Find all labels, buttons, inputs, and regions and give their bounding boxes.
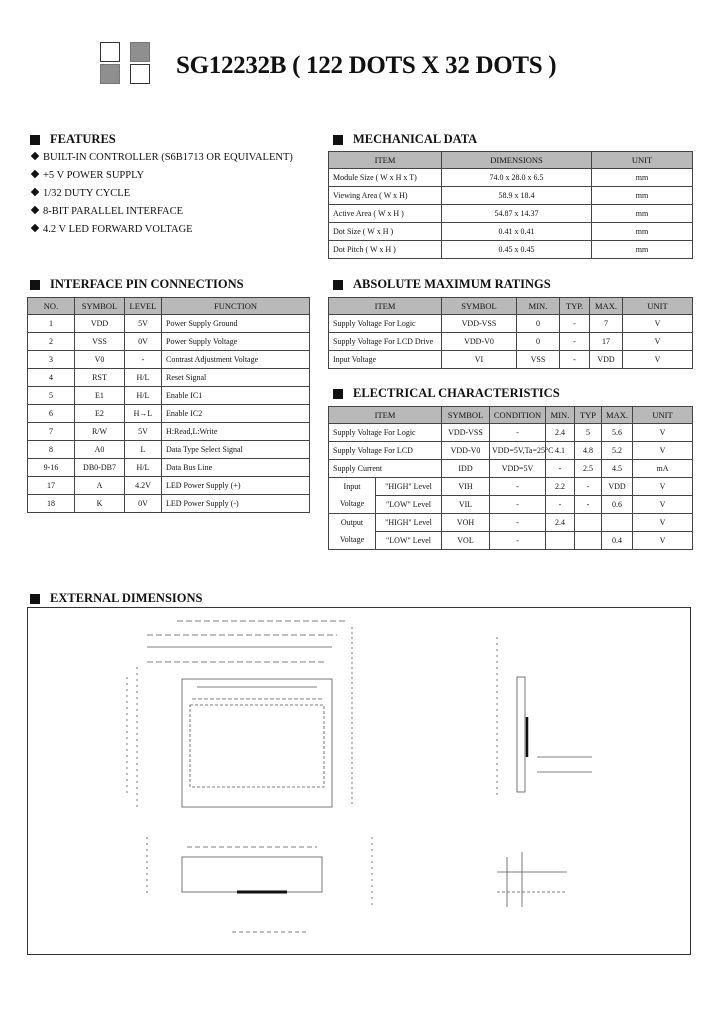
table-row: 18 K 0V LED Power Supply (-) <box>28 495 310 513</box>
feature-item: 8-BIT PARALLEL INTERFACE <box>30 206 183 217</box>
table-row: 7 R/W 5V H:Read,L:Write <box>28 423 310 441</box>
table-row: 5 E1 H/L Enable IC1 <box>28 387 310 405</box>
table-row: Supply Current IDD VDD=5V - 2.5 4.5 mA <box>329 460 693 478</box>
bullet-square-icon <box>30 280 40 290</box>
table-row: Voltage "LOW" Level VIL - - - 0.6 V <box>329 496 693 514</box>
table-row: Dot Pitch ( W x H ) 0.45 x 0.45 mm <box>329 241 693 259</box>
table-row: Input Voltage VI VSS - VDD V <box>329 351 693 369</box>
bullet-square-icon <box>333 280 343 290</box>
table-row: 4 RST H/L Reset Signal <box>28 369 310 387</box>
module-outline <box>182 679 332 807</box>
bottom-view-outline <box>182 857 322 892</box>
table-row: Voltage "LOW" Level VOL - 0.4 V <box>329 532 693 550</box>
table-header-row: ITEM SYMBOL MIN. TYP. MAX. UNIT <box>329 298 693 315</box>
table-row: Module Size ( W x H x T) 74.0 x 28.0 x 6.5 mm <box>329 169 693 187</box>
diamond-bullet-icon <box>31 224 39 232</box>
logo-square <box>130 64 150 84</box>
side-view-outline <box>517 677 525 792</box>
diamond-bullet-icon <box>31 188 39 196</box>
logo-square <box>100 64 120 84</box>
table-row: Dot Size ( W x H ) 0.41 x 0.41 mm <box>329 223 693 241</box>
feature-item: 4.2 V LED FORWARD VOLTAGE <box>30 224 193 235</box>
table-row: 9-16 DB0-DB7 H/L Data Bus Line <box>28 459 310 477</box>
table-row: Supply Voltage For LCD VDD-V0 VDD=5V,Ta=25°C 4.1 4.8 5.2 V <box>329 442 693 460</box>
features-heading: FEATURES <box>30 132 116 147</box>
bullet-square-icon <box>333 389 343 399</box>
table-header-row: ITEM DIMENSIONS UNIT <box>329 152 693 169</box>
electrical-heading: ELECTRICAL CHARACTERISTICS <box>333 386 560 401</box>
pins-table <box>27 297 310 513</box>
absolute-table <box>328 297 693 369</box>
feature-item: 1/32 DUTY CYCLE <box>30 188 130 199</box>
bullet-square-icon <box>30 135 40 145</box>
table-row: 3 V0 - Contrast Adjustment Voltage <box>28 351 310 369</box>
table-header-row: NO. SYMBOL LEVEL FUNCTION <box>28 298 310 315</box>
logo-square <box>130 42 150 62</box>
table-row: 1 VDD 5V Power Supply Ground <box>28 315 310 333</box>
table-row: Supply Voltage For Logic VDD-VSS - 2.4 5 5.6 V <box>329 424 693 442</box>
page-title: SG12232B ( 122 DOTS X 32 DOTS ) <box>176 52 557 79</box>
table-row: Output "HIGH" Level VOH - 2.4 V <box>329 514 693 532</box>
diamond-bullet-icon <box>31 170 39 178</box>
electrical-table <box>328 406 693 550</box>
bullet-square-icon <box>30 594 40 604</box>
dimension-drawing <box>27 607 691 955</box>
table-row: Supply Voltage For LCD Drive VDD-V0 0 - 17 V <box>329 333 693 351</box>
table-row: 6 E2 H→L Enable IC2 <box>28 405 310 423</box>
bullet-square-icon <box>333 135 343 145</box>
absolute-heading: ABSOLUTE MAXIMUM RATINGS <box>333 277 551 292</box>
diamond-bullet-icon <box>31 206 39 214</box>
viewing-area <box>190 705 324 787</box>
feature-item: +5 V POWER SUPPLY <box>30 170 144 181</box>
table-row: 17 A 4.2V LED Power Supply (+) <box>28 477 310 495</box>
table-row: 8 A0 L Data Type Select Signal <box>28 441 310 459</box>
external-heading: EXTERNAL DIMENSIONS <box>30 591 202 606</box>
feature-item: BUILT-IN CONTROLLER (S6B1713 OR EQUIVALENT) <box>30 152 293 163</box>
diamond-bullet-icon <box>31 152 39 160</box>
table-row: 2 VSS 0V Power Supply Voltage <box>28 333 310 351</box>
table-row: Viewing Area ( W x H) 58.9 x 18.4 mm <box>329 187 693 205</box>
table-header-row: ITEM SYMBOL CONDITION MIN. TYP MAX. UNIT <box>329 407 693 424</box>
table-row: Input "HIGH" Level VIH - 2.2 - VDD V <box>329 478 693 496</box>
table-row: Active Area ( W x H ) 54.87 x 14.37 mm <box>329 205 693 223</box>
mechanical-heading: MECHANICAL DATA <box>333 132 477 147</box>
mechanical-table <box>328 151 693 259</box>
pins-heading: INTERFACE PIN CONNECTIONS <box>30 277 244 292</box>
table-row: Supply Voltage For Logic VDD-VSS 0 - 7 V <box>329 315 693 333</box>
logo-square <box>100 42 120 62</box>
